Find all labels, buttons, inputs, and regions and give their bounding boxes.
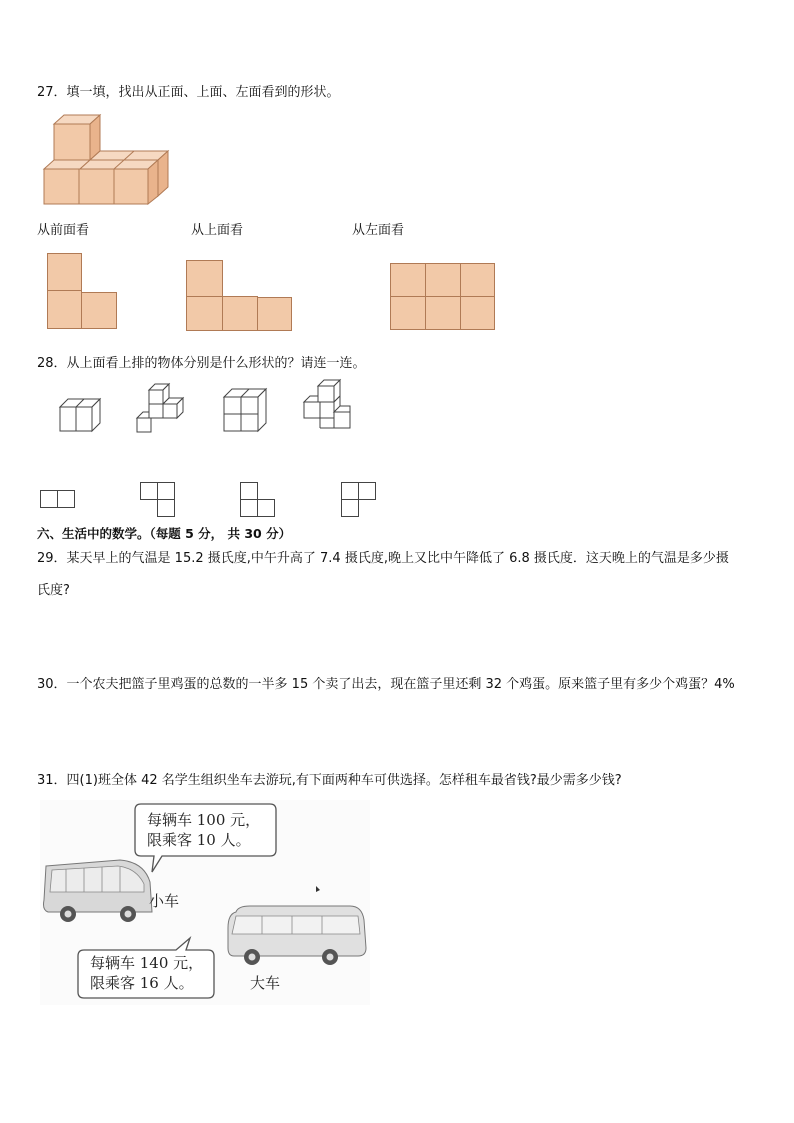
view-label-front: 从前面看 xyxy=(37,223,90,238)
q29-line1: 29．某天早上的气温是 15.2 摄氏度,中午升高了 7.4 摄氏度,晚上又比中午降低了 6.8 摄氏度．这天晚上的气温是多少摄 xyxy=(37,551,729,566)
small-car-label: 小车 xyxy=(149,892,180,910)
object-4-stair-cubes xyxy=(300,378,356,434)
small-car-price: 每辆车 100 元， xyxy=(147,811,261,829)
small-car-capacity: 限乘客 10 人。 xyxy=(147,831,251,849)
object-3-cube-block xyxy=(220,385,270,433)
view-label-top: 从上面看 xyxy=(191,223,244,238)
big-car-capacity: 限乘客 16 人。 xyxy=(90,974,194,992)
shape-b-l-shape xyxy=(140,482,176,518)
left-view-shape xyxy=(390,263,498,333)
shape-c-l-shape xyxy=(240,482,276,518)
section-6-title: 六、生活中的数学。（每题 5 分， 共 30 分） xyxy=(37,526,292,541)
shape-d-l-shape xyxy=(341,482,377,518)
q30-text: 30．一个农夫把篮子里鸡蛋的总数的一半多 15 个卖了出去，现在篮子里还剩 32 个鸡蛋。原来篮子里有多少个鸡蛋？4% xyxy=(37,677,735,692)
top-view-shape xyxy=(186,260,294,332)
view-label-left: 从左面看 xyxy=(352,223,405,238)
object-2-stacked-cubes xyxy=(135,382,185,434)
q29-line2: 氏度? xyxy=(37,583,70,598)
big-car-price: 每辆车 140 元， xyxy=(90,954,204,972)
object-1-two-cubes xyxy=(56,393,106,433)
front-view-shape xyxy=(47,253,119,331)
q27-cube-stack xyxy=(40,112,175,207)
q31-text: 31．四(1)班全体 42 名学生组织坐车去游玩,有下面两种车可供选择。怎样租车最省钱?最少需多少钱? xyxy=(37,773,622,788)
q27-text: 27．填一填，找出从正面、上面、左面看到的形状。 xyxy=(37,85,340,100)
big-bus-icon xyxy=(228,906,366,965)
big-car-label: 大车 xyxy=(250,974,281,992)
q28-text: 28．从上面看上排的物体分别是什么形状的？请连一连。 xyxy=(37,356,366,371)
shape-a-two-squares xyxy=(40,490,76,510)
